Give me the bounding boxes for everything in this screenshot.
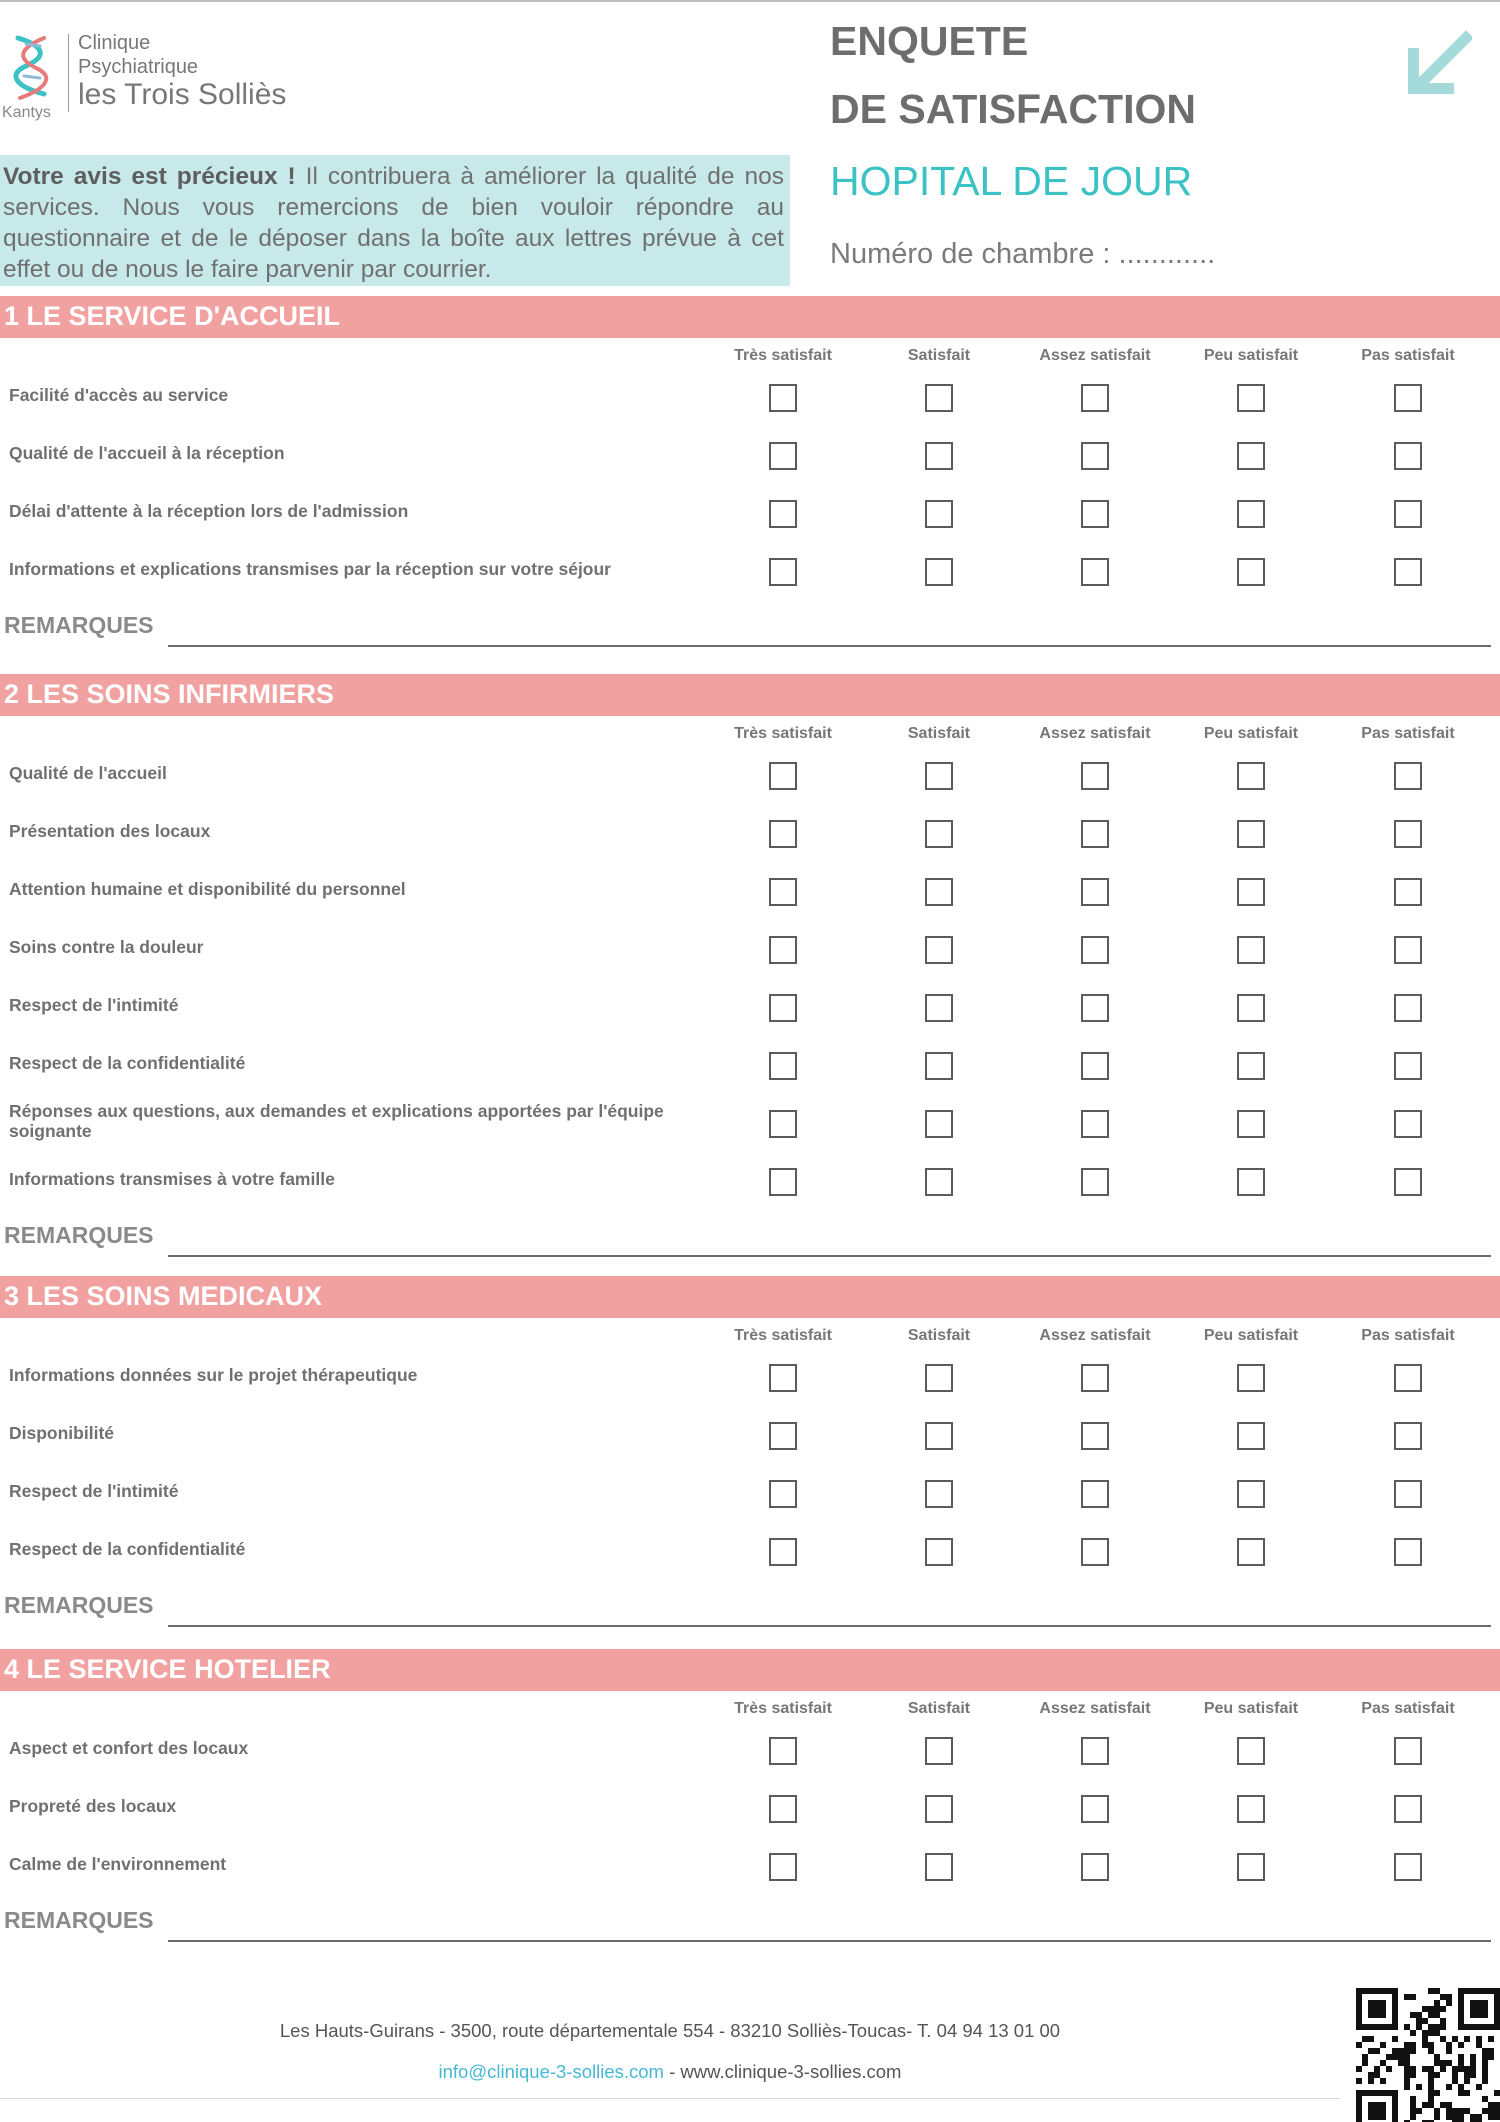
rating-checkbox[interactable] xyxy=(769,820,797,848)
rating-checkbox[interactable] xyxy=(769,1364,797,1392)
rating-checkbox[interactable] xyxy=(1394,1168,1422,1196)
rating-checkbox[interactable] xyxy=(925,558,953,586)
rating-checkbox[interactable] xyxy=(1237,1168,1265,1196)
rating-checkbox[interactable] xyxy=(1081,442,1109,470)
question-row xyxy=(0,1777,1500,1835)
question-label: Calme de l'environnement xyxy=(9,1854,227,1874)
rating-checkbox[interactable] xyxy=(1237,1853,1265,1881)
rating-checkbox[interactable] xyxy=(1237,1052,1265,1080)
question-row xyxy=(0,366,1500,424)
rating-checkbox[interactable] xyxy=(1394,442,1422,470)
rating-checkbox[interactable] xyxy=(1237,1110,1265,1138)
rating-checkbox[interactable] xyxy=(769,558,797,586)
remarks-line[interactable] xyxy=(168,1255,1491,1257)
question-label: Respect de l'intimité xyxy=(9,995,179,1015)
rating-checkbox[interactable] xyxy=(769,1168,797,1196)
rating-checkbox[interactable] xyxy=(1237,878,1265,906)
rating-checkbox[interactable] xyxy=(1237,500,1265,528)
rating-checkbox[interactable] xyxy=(1394,558,1422,586)
rating-checkbox[interactable] xyxy=(1394,1480,1422,1508)
question-row xyxy=(0,1034,1500,1092)
rating-checkbox[interactable] xyxy=(1081,1795,1109,1823)
logo-separator xyxy=(68,34,69,112)
question-label: Informations et explications transmises par la réception sur votre séjour xyxy=(9,559,611,579)
rating-checkbox[interactable] xyxy=(925,1538,953,1566)
section-title: 4 LE SERVICE HOTELIER xyxy=(0,1649,1500,1691)
column-header: Pas satisfait xyxy=(1361,1700,1455,1717)
question-label: Délai d'attente à la réception lors de l'admission xyxy=(9,501,409,521)
rating-checkbox[interactable] xyxy=(1394,762,1422,790)
question-row xyxy=(0,1462,1500,1520)
question-row xyxy=(0,1092,1500,1150)
rating-checkbox[interactable] xyxy=(1394,384,1422,412)
page-title-line-1: ENQUETE xyxy=(830,18,1029,64)
rating-checkbox[interactable] xyxy=(1081,1480,1109,1508)
rating-checkbox[interactable] xyxy=(1237,1795,1265,1823)
intro-bold: Votre avis est précieux ! xyxy=(3,163,296,190)
question-label: Respect de la confidentialité xyxy=(9,1053,246,1073)
rating-checkbox[interactable] xyxy=(925,762,953,790)
rating-checkbox[interactable] xyxy=(769,1422,797,1450)
qr-code-icon[interactable] xyxy=(1356,1988,1500,2122)
rating-checkbox[interactable] xyxy=(925,1853,953,1881)
question-row xyxy=(0,1719,1500,1777)
rating-checkbox[interactable] xyxy=(769,1737,797,1765)
intro-text: Il contribuera à améliorer la qualité de nos services. Nous vous remercions de bien vouloir répondre au questionnaire et de le déposer dans la boîte aux lettres prévue à cet effet ou de nous le faire parvenir par courrier. xyxy=(3,163,784,283)
rating-checkbox[interactable] xyxy=(1081,762,1109,790)
logo-line-3: les Trois Solliès xyxy=(78,78,287,111)
rating-checkbox[interactable] xyxy=(1081,820,1109,848)
question-label: Qualité de l'accueil xyxy=(9,763,167,783)
question-label: Réponses aux questions, aux demandes et explications apportées par l'équipe soignante xyxy=(9,1101,664,1141)
remarks-label: REMARQUES xyxy=(4,612,154,638)
rating-checkbox[interactable] xyxy=(1081,936,1109,964)
rating-checkbox[interactable] xyxy=(1237,558,1265,586)
rating-checkbox[interactable] xyxy=(1081,878,1109,906)
rating-checkbox[interactable] xyxy=(925,1480,953,1508)
column-header: Peu satisfait xyxy=(1203,725,1299,742)
question-label: Disponibilité xyxy=(9,1423,114,1443)
rating-checkbox[interactable] xyxy=(769,1795,797,1823)
column-header: Assez satisfait xyxy=(1039,347,1151,364)
question-row xyxy=(0,918,1500,976)
dna-helix-icon xyxy=(4,32,60,104)
question-row xyxy=(0,482,1500,540)
question-label: Attention humaine et disponibilité du personnel xyxy=(9,879,406,899)
rating-checkbox[interactable] xyxy=(1081,384,1109,412)
rating-checkbox[interactable] xyxy=(925,1110,953,1138)
column-header: Peu satisfait xyxy=(1203,1700,1299,1717)
question-label: Présentation des locaux xyxy=(9,821,211,841)
footer-website-link[interactable]: www.clinique-3-sollies.com xyxy=(680,2061,902,2082)
remarks-line[interactable] xyxy=(168,645,1491,647)
rating-checkbox[interactable] xyxy=(1081,1168,1109,1196)
column-header: Pas satisfait xyxy=(1361,1327,1455,1344)
column-header: Très satisfait xyxy=(734,1327,832,1344)
rating-checkbox[interactable] xyxy=(1394,1110,1422,1138)
section-title: 1 LE SERVICE D'ACCUEIL xyxy=(0,296,1500,338)
rating-checkbox[interactable] xyxy=(1081,558,1109,586)
rating-checkbox[interactable] xyxy=(925,500,953,528)
question-row xyxy=(0,1835,1500,1893)
rating-checkbox[interactable] xyxy=(1237,442,1265,470)
room-number-field[interactable]: Numéro de chambre : ............ xyxy=(830,238,1216,270)
rating-checkbox[interactable] xyxy=(769,1538,797,1566)
rating-checkbox[interactable] xyxy=(1081,1853,1109,1881)
intro-box xyxy=(0,155,790,286)
remarks-label: REMARQUES xyxy=(4,1907,154,1933)
section-title: 3 LES SOINS MEDICAUX xyxy=(0,1276,1500,1318)
logo-line-2: Psychiatrique xyxy=(78,56,199,78)
question-label: Soins contre la douleur xyxy=(9,937,204,957)
top-rule xyxy=(0,0,1500,2)
question-row xyxy=(0,1346,1500,1404)
rating-checkbox[interactable] xyxy=(1237,1364,1265,1392)
remarks-label: REMARQUES xyxy=(4,1592,154,1618)
rating-checkbox[interactable] xyxy=(925,994,953,1022)
question-row xyxy=(0,976,1500,1034)
column-header: Satisfait xyxy=(907,1327,971,1344)
rating-checkbox[interactable] xyxy=(1394,936,1422,964)
rating-checkbox[interactable] xyxy=(1081,1110,1109,1138)
rating-checkbox[interactable] xyxy=(769,936,797,964)
question-label: Informations données sur le projet thérapeutique xyxy=(9,1365,418,1385)
column-header: Assez satisfait xyxy=(1039,1700,1151,1717)
rating-checkbox[interactable] xyxy=(769,384,797,412)
rating-checkbox[interactable] xyxy=(925,936,953,964)
footer-separator: - xyxy=(663,2061,681,2082)
column-header: Très satisfait xyxy=(734,347,832,364)
rating-checkbox[interactable] xyxy=(925,1737,953,1765)
rating-checkbox[interactable] xyxy=(1081,1737,1109,1765)
question-label: Respect de l'intimité xyxy=(9,1481,179,1501)
rating-checkbox[interactable] xyxy=(1237,1480,1265,1508)
bottom-rule xyxy=(0,2098,1340,2099)
rating-checkbox[interactable] xyxy=(925,1168,953,1196)
question-row xyxy=(0,1404,1500,1462)
rating-checkbox[interactable] xyxy=(1237,936,1265,964)
rating-checkbox[interactable] xyxy=(1394,1538,1422,1566)
column-header: Satisfait xyxy=(907,347,971,364)
rating-checkbox[interactable] xyxy=(1394,820,1422,848)
remarks-label: REMARQUES xyxy=(4,1222,154,1248)
rating-checkbox[interactable] xyxy=(925,1052,953,1080)
rating-checkbox[interactable] xyxy=(1394,1422,1422,1450)
rating-checkbox[interactable] xyxy=(1081,1052,1109,1080)
column-header: Peu satisfait xyxy=(1203,1327,1299,1344)
rating-checkbox[interactable] xyxy=(925,1364,953,1392)
remarks-line[interactable] xyxy=(168,1625,1491,1627)
rating-checkbox[interactable] xyxy=(1081,994,1109,1022)
rating-checkbox[interactable] xyxy=(769,442,797,470)
question-row xyxy=(0,1150,1500,1208)
column-header: Peu satisfait xyxy=(1203,347,1299,364)
rating-checkbox[interactable] xyxy=(925,384,953,412)
question-label: Facilité d'accès au service xyxy=(9,385,229,405)
remarks-line[interactable] xyxy=(168,1940,1491,1942)
rating-checkbox[interactable] xyxy=(1394,1737,1422,1765)
rating-checkbox[interactable] xyxy=(769,1853,797,1881)
rating-checkbox[interactable] xyxy=(925,1795,953,1823)
rating-checkbox[interactable] xyxy=(1081,1364,1109,1392)
rating-checkbox[interactable] xyxy=(1394,1795,1422,1823)
rating-checkbox[interactable] xyxy=(1237,762,1265,790)
column-header: Très satisfait xyxy=(734,725,832,742)
column-header: Assez satisfait xyxy=(1039,725,1151,742)
footer-contact xyxy=(0,2061,1340,2083)
column-header: Satisfait xyxy=(907,725,971,742)
column-header: Pas satisfait xyxy=(1361,725,1455,742)
rating-checkbox[interactable] xyxy=(1237,820,1265,848)
question-label: Respect de la confidentialité xyxy=(9,1539,246,1559)
rating-checkbox[interactable] xyxy=(769,762,797,790)
rating-checkbox[interactable] xyxy=(925,442,953,470)
rating-checkbox[interactable] xyxy=(1394,878,1422,906)
rating-checkbox[interactable] xyxy=(925,820,953,848)
question-label: Aspect et confort des locaux xyxy=(9,1738,249,1758)
rating-checkbox[interactable] xyxy=(1081,1422,1109,1450)
rating-checkbox[interactable] xyxy=(1237,384,1265,412)
rating-checkbox[interactable] xyxy=(769,1480,797,1508)
footer-address: Les Hauts-Guirans - 3500, route départementale 554 - 83210 Solliès-Toucas- T. 04 94 13 01 00 xyxy=(279,2020,1061,2041)
arrow-down-left-icon xyxy=(1400,30,1472,102)
rating-checkbox[interactable] xyxy=(769,878,797,906)
rating-checkbox[interactable] xyxy=(1394,1853,1422,1881)
rating-checkbox[interactable] xyxy=(769,1110,797,1138)
rating-checkbox[interactable] xyxy=(1081,500,1109,528)
question-row xyxy=(0,744,1500,802)
rating-checkbox[interactable] xyxy=(1237,1422,1265,1450)
column-header: Satisfait xyxy=(907,1700,971,1717)
question-label: Qualité de l'accueil à la réception xyxy=(9,443,285,463)
question-row xyxy=(0,860,1500,918)
rating-checkbox[interactable] xyxy=(1081,1538,1109,1566)
rating-checkbox[interactable] xyxy=(1394,994,1422,1022)
rating-checkbox[interactable] xyxy=(1237,994,1265,1022)
rating-checkbox[interactable] xyxy=(769,1052,797,1080)
clinic-logo xyxy=(0,24,290,124)
rating-checkbox[interactable] xyxy=(769,994,797,1022)
question-row xyxy=(0,424,1500,482)
rating-checkbox[interactable] xyxy=(925,878,953,906)
rating-checkbox[interactable] xyxy=(1237,1737,1265,1765)
rating-checkbox[interactable] xyxy=(769,500,797,528)
question-label: Propreté des locaux xyxy=(9,1796,177,1816)
rating-checkbox[interactable] xyxy=(1237,1538,1265,1566)
column-header: Pas satisfait xyxy=(1361,347,1455,364)
page-subtitle: HOPITAL DE JOUR xyxy=(830,158,1193,204)
page-title-line-2: DE SATISFACTION xyxy=(830,86,1196,132)
section-title: 2 LES SOINS INFIRMIERS xyxy=(0,674,1500,716)
rating-checkbox[interactable] xyxy=(1394,1364,1422,1392)
footer-email-link[interactable]: info@clinique-3-sollies.com xyxy=(438,2061,664,2082)
logo-brand: Kantys xyxy=(2,104,51,121)
rating-checkbox[interactable] xyxy=(1394,1052,1422,1080)
logo-line-1: Clinique xyxy=(78,32,151,54)
rating-checkbox[interactable] xyxy=(925,1422,953,1450)
rating-checkbox[interactable] xyxy=(1394,500,1422,528)
question-label: Informations transmises à votre famille xyxy=(9,1169,335,1189)
question-row xyxy=(0,540,1500,598)
question-row xyxy=(0,802,1500,860)
column-header: Très satisfait xyxy=(734,1700,832,1717)
question-row xyxy=(0,1520,1500,1578)
column-header: Assez satisfait xyxy=(1039,1327,1151,1344)
